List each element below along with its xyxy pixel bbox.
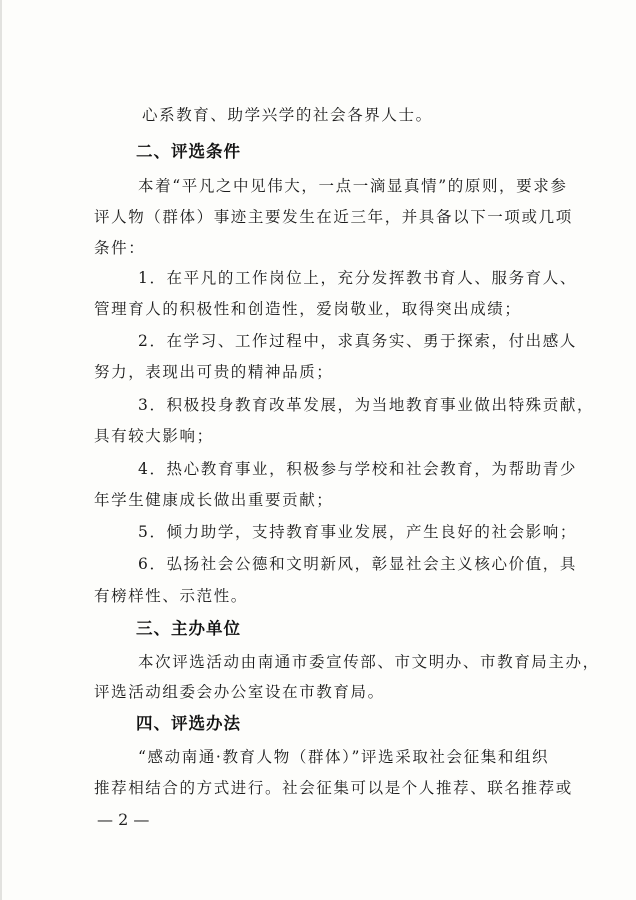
paragraph-line: 评选活动组委会办公室设在市教育局。	[94, 683, 385, 701]
paragraph-line: 本次评选活动由南通市委宣传部、市文明办、市教育局主办，	[138, 653, 600, 671]
section-heading-criteria: 二、评选条件	[136, 142, 241, 161]
paragraph-line: 评人物（群体）事迹主要发生在近三年，并具备以下一项或几项	[94, 208, 573, 226]
paragraph-line: 管理育人的积极性和创造性，爱岗敬业，取得突出成绩；	[94, 300, 522, 318]
criteria-item-6: 6．弘扬社会公德和文明新风，彰显社会主义核心价值，具	[138, 555, 577, 573]
section-heading-method: 四、评选办法	[136, 714, 241, 733]
section-heading-organizers: 三、主办单位	[136, 619, 241, 638]
paragraph-line: 年学生健康成长做出重要贡献；	[94, 491, 334, 509]
paragraph-line: 努力，表现出可贵的精神品质；	[94, 363, 334, 381]
criteria-item-3: 3．积极投身教育改革发展，为当地教育事业做出特殊贡献，	[138, 396, 595, 414]
paragraph-line: “感动南通·教育人物（群体）”评选采取社会征集和组织	[138, 748, 550, 766]
paragraph-line: 推荐相结合的方式进行。社会征集可以是个人推荐、联名推荐或	[94, 779, 573, 797]
criteria-item-2: 2．在学习、工作过程中，求真务实、勇于探索，付出感人	[138, 332, 577, 350]
paragraph-line: 条件：	[94, 239, 146, 257]
page-number: — 2 —	[97, 810, 150, 829]
paragraph-line: 心系教育、助学兴学的社会各界人士。	[142, 106, 433, 124]
criteria-item-4: 4．热心教育事业，积极参与学校和社会教育，为帮助青少	[138, 460, 577, 478]
paragraph-line: 有榜样性、示范性。	[94, 587, 248, 605]
paragraph-line: 本着“平凡之中见伟大，一点一滴显真情”的原则，要求参	[138, 177, 568, 195]
criteria-item-1: 1．在平凡的工作岗位上，充分发挥教书育人、服务育人、	[138, 269, 577, 287]
criteria-item-5: 5．倾力助学，支持教育事业发展，产生良好的社会影响；	[138, 523, 577, 541]
paragraph-line: 具有较大影响；	[94, 427, 214, 445]
